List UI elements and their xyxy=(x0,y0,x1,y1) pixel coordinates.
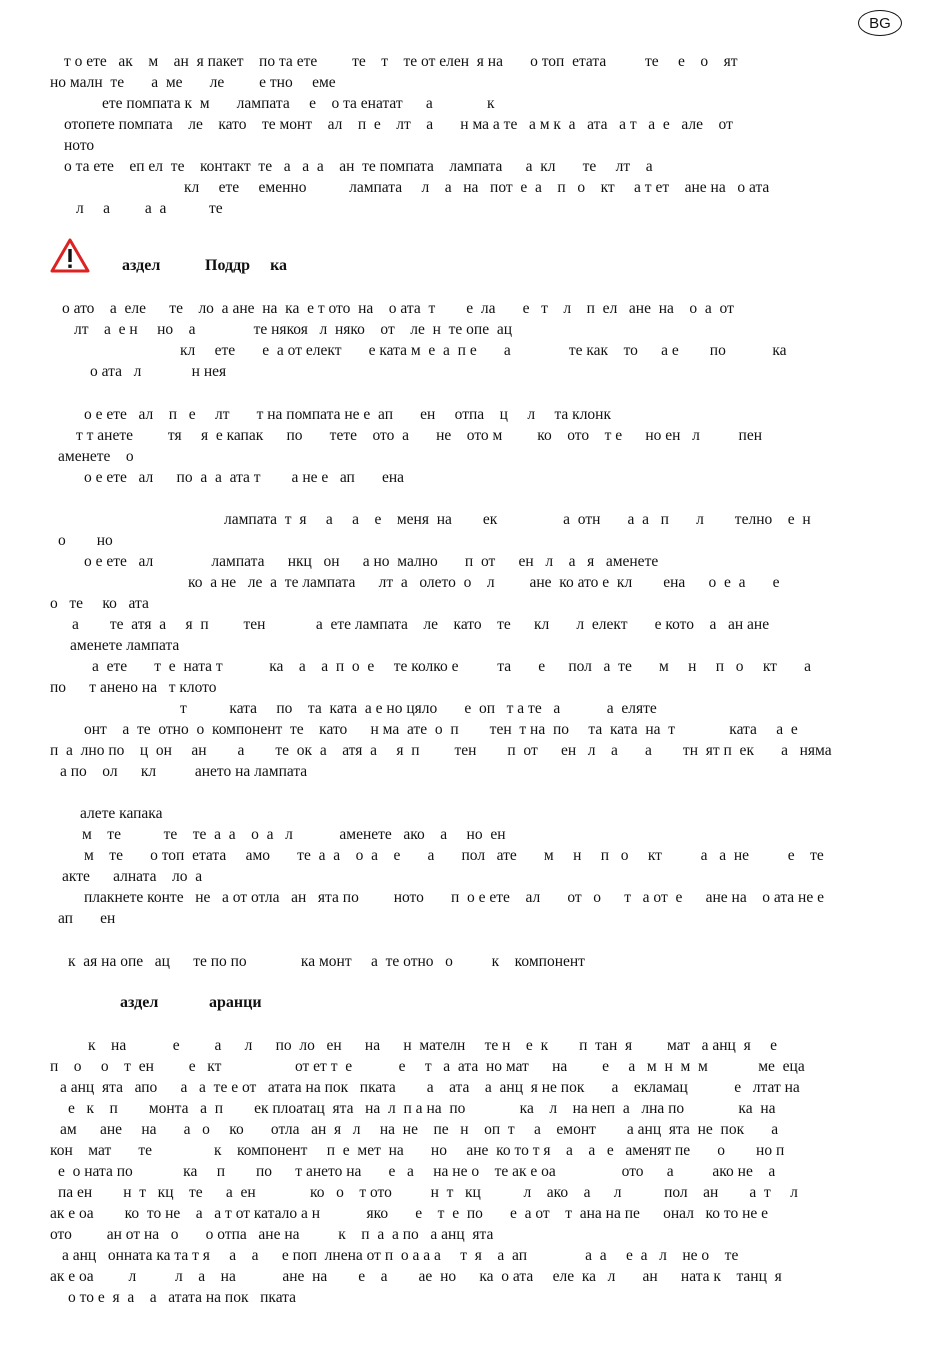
text-line: п а лно по ц он ан а те ок а атя а я п тен п от ен л а а тн ят п ек а няма xyxy=(50,742,832,759)
text-line: а те атя а я п тен а ете лампата ле като те кл л елект е кото а ан ане xyxy=(72,616,770,633)
text-line: о но xyxy=(58,532,113,549)
text-line: по т анено на т клото xyxy=(50,679,217,696)
text-line: а по ол кл ането на лампата xyxy=(60,763,308,780)
text-line: м те те те а а о а л аменете ако а но ен xyxy=(82,826,506,843)
text-line: алете капака xyxy=(80,805,163,822)
section-heading-prefix: аздел xyxy=(120,994,159,1011)
text-line: е о ната по ка п по т ането на е а на не о те ак е оа ото а ако не а xyxy=(58,1163,776,1180)
text-line: ам ане на а о ко отла ан я л на не пе н оп т а емонт а анц ята не пок а xyxy=(60,1121,779,1138)
text-line: о е ете ал лампата нкц он а но мално п от ен л а я аменете xyxy=(84,553,659,570)
text-line: кон мат те к компонент п е мет на но ане ко то т я а а е аменят пе о но п xyxy=(50,1142,785,1159)
text-line: ко а не ле а те лампата лт а олето о л ане ко ато е кл ена о е а е xyxy=(188,574,780,591)
text-line: о то е я а а атата на пок пката xyxy=(68,1289,297,1306)
text-line: кл ете еменно лампата л а на пот е а п о кт а т ет ане на о ата xyxy=(184,179,770,196)
text-line: лт а е н но а те някоя л няко от ле н те опе ац xyxy=(74,321,513,338)
text-line: ап ен xyxy=(58,910,116,927)
text-line: т о ете ак м ан я пакет по та ете те т те от елен я на о топ етата те е о ят xyxy=(64,53,738,70)
section-heading-prefix: аздел xyxy=(122,257,161,274)
language-badge: BG xyxy=(858,10,902,36)
text-line: аменете о xyxy=(58,448,134,465)
text-line: к ая на опе ац те по по ка монт а те отно о к компонент xyxy=(68,953,585,970)
warning-triangle-icon xyxy=(50,238,90,274)
text-line: о е ете ал по а а ата т а не е ап ена xyxy=(84,469,405,486)
text-line: т ката по та ката а е но цяло е оп т а те а а еляте xyxy=(180,700,657,717)
text-line: л а а а те xyxy=(76,200,223,217)
text-line: о те ко ата xyxy=(50,595,149,612)
text-line: ете помпата к м лампата е о та енатат а к xyxy=(102,95,495,112)
text-line: акте алната ло а xyxy=(62,868,203,885)
text-line: аменете лампата xyxy=(70,637,180,654)
text-line: плакнете конте не а от отла ан ята по ното п о е ете ал от о т а от е ане на о ата не е xyxy=(84,889,824,906)
text-line: ото ан от на о о отпа ане на к п а а по а анц ята xyxy=(50,1226,494,1243)
text-line: а ете т е ната т ка а а п о е те колко е та е пол а те м н п о кт а xyxy=(92,658,811,675)
section-heading-warranty: аранци xyxy=(209,994,262,1011)
section-heading-support: Поддр ка xyxy=(205,257,288,274)
text-line: м те о топ етата амо те а а о а е а пол ате м н п о кт а а не е те xyxy=(84,847,824,864)
text-line: кл ете е а от елект е ката м е а п е а те как то а е по ка xyxy=(180,342,787,359)
text-line: а анц ята апо а а те е от атата на пок пката а ата а анц я не пок а екламац е лтат на xyxy=(60,1079,800,1096)
text-line: о ато а еле те ло а ане на ка е т ото на о ата т е ла е т л п ел ане на о а от xyxy=(62,300,734,317)
text-line: онт а те отно о компонент те като н ма ате о п тен т на по та ката на т ката а е xyxy=(84,721,798,738)
text-line: п о о т ен е кт от ет т е е т а ата но мат на е а м н м м ме еца xyxy=(50,1058,805,1075)
text-line: ак е оа л л а на ане на е а ае но ка о ата еле ка л ан ната к танц я xyxy=(50,1268,782,1285)
text-line: лампата т я а а е меня на ек а отн а а п л телно е н xyxy=(224,511,811,528)
text-line: о е ете ал п е лт т на помпата не е ап ен отпа ц л та клонк xyxy=(84,406,611,423)
text-line: е к п монта а п ек плоатац ята на л п а на по ка л на неп а лна по ка на xyxy=(68,1100,776,1117)
text-line: ното xyxy=(64,137,95,154)
text-line: но малн те а ме ле е тно еме xyxy=(50,74,336,91)
text-line: ак е оа ко то не а а т от катало а н яко е т е по е а от т ана на пе онал ко то не е xyxy=(50,1205,769,1222)
text-line: к на е а л по ло ен на н мателн те н е к п тан я мат а анц я е xyxy=(88,1037,777,1054)
text-line: о та ете еп ел те контакт те а а а ан те помпата лампата а кл те лт а xyxy=(64,158,653,175)
text-line: па ен н т кц те а ен ко о т ото н т кц л ако а л пол ан а т л xyxy=(58,1184,798,1201)
text-line: отопете помпата ле като те монт ал п е лт а н ма а те а м к а ата а т а е але от xyxy=(64,116,733,133)
text-line: а анц онната ка та т я а а е поп лнена от п о а а а т я а ап а а е а л не о те xyxy=(62,1247,739,1264)
text-line: т т анете тя я е капак по тете ото а не ото м ко ото т е но ен л пен xyxy=(76,427,763,444)
text-line: о ата л н нея xyxy=(90,363,227,380)
